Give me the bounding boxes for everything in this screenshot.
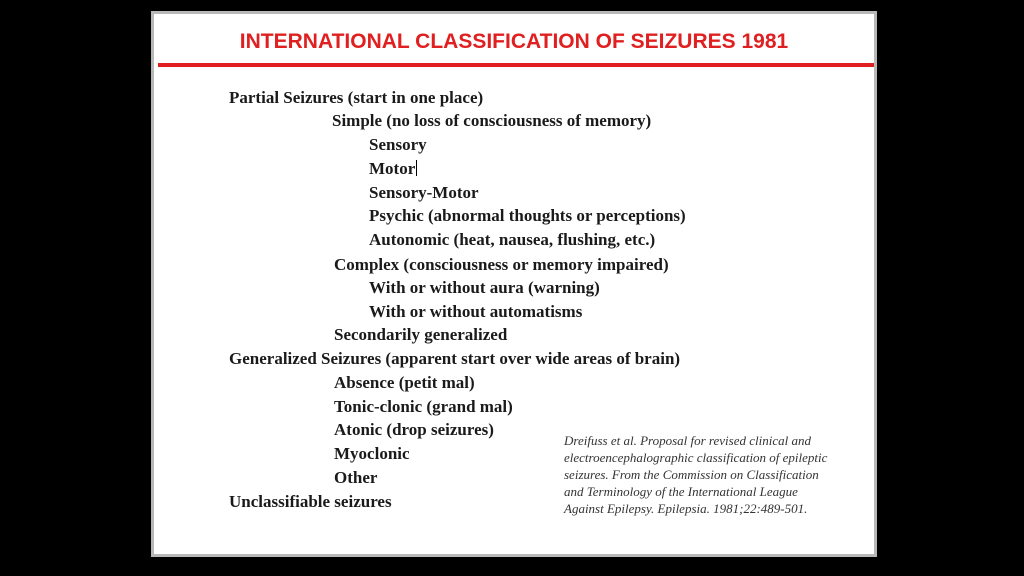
heading-partial-seizures: Partial Seizures (start in one place)	[229, 88, 484, 107]
item-simple: Simple (no loss of consciousness of memory)	[332, 111, 652, 130]
citation-line: seizures. From the Commission on Classification	[564, 467, 819, 482]
item-sensory: Sensory	[369, 135, 427, 154]
citation-line: Against Epilepsy. Epilepsia. 1981;22:489-501.	[564, 501, 808, 516]
text-cursor	[416, 160, 417, 176]
item-atonic: Atonic (drop seizures)	[334, 420, 494, 439]
item-sensory-motor: Sensory-Motor	[369, 183, 479, 202]
title-divider	[158, 63, 874, 67]
item-autonomic: Autonomic (heat, nausea, flushing, etc.)	[369, 230, 656, 249]
item-absence: Absence (petit mal)	[334, 373, 475, 392]
citation	[564, 432, 864, 517]
item-complex: Complex (consciousness or memory impaired)	[334, 255, 669, 274]
citation-line: electroencephalographic classification of epileptic	[564, 450, 828, 465]
citation-line: and Terminology of the International League	[564, 484, 798, 499]
slide	[151, 11, 877, 557]
heading-generalized-seizures: Generalized Seizures (apparent start over wide areas of brain)	[229, 349, 681, 368]
item-motor-label: Motor	[369, 159, 416, 178]
item-other: Other	[334, 468, 378, 487]
item-psychic: Psychic (abnormal thoughts or perceptions)	[369, 206, 686, 225]
item-motor	[369, 159, 417, 179]
item-with-aura: With or without aura (warning)	[369, 278, 600, 297]
slide-title: INTERNATIONAL CLASSIFICATION OF SEIZURES 1981	[239, 30, 789, 53]
heading-unclassifiable: Unclassifiable seizures	[229, 492, 392, 511]
item-tonic-clonic: Tonic-clonic (grand mal)	[334, 397, 513, 416]
citation-line: Dreifuss et al. Proposal for revised clinical and	[564, 433, 811, 448]
item-myoclonic: Myoclonic	[334, 444, 410, 463]
item-with-automatisms: With or without automatisms	[369, 302, 583, 321]
item-secondarily-generalized: Secondarily generalized	[334, 325, 508, 344]
